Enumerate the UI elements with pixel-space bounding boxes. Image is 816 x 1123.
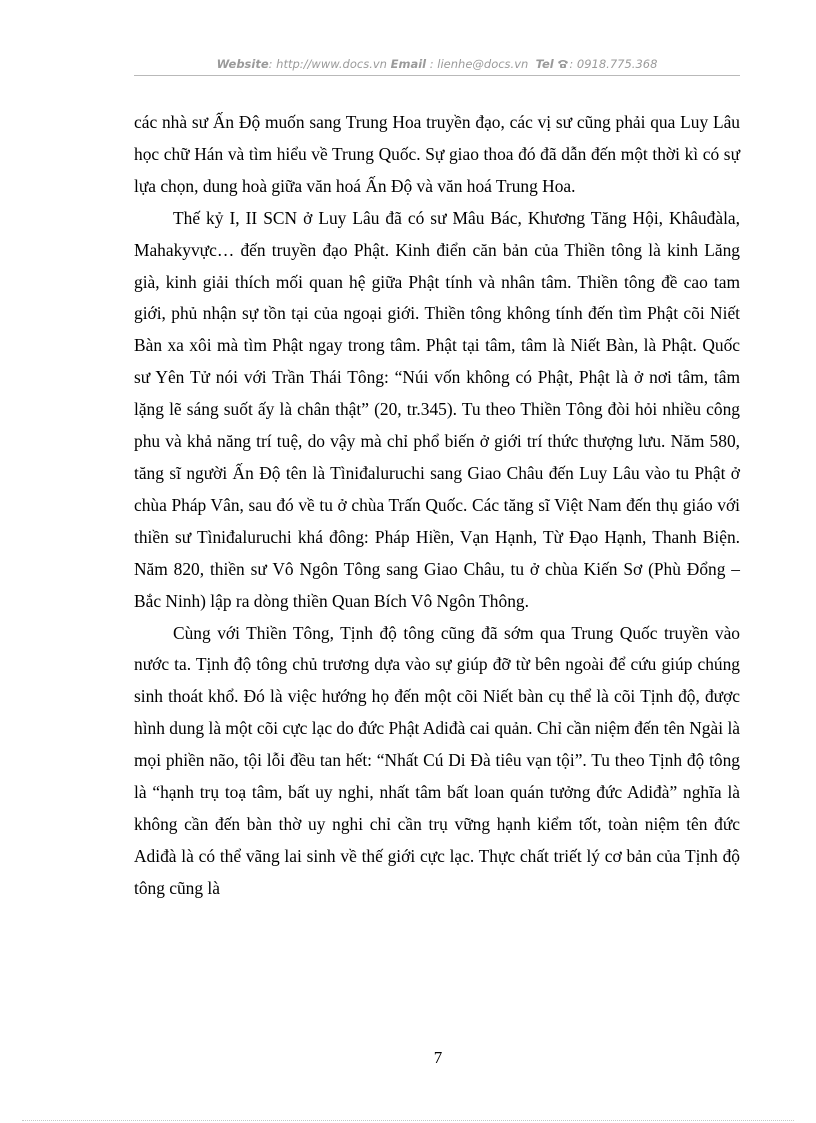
website-value: : http://www.docs.vn xyxy=(268,57,387,71)
email-label: Email xyxy=(390,57,427,71)
paragraph: Cùng với Thiền Tông, Tịnh độ tông cũng đã sớm qua Trung Quốc truyền vào nước ta. Tịnh độ tông chủ trương dựa vào sự giúp đỡ từ bên ngoài để cứu giúp chúng sinh thoát khổ. Đó là việc hướng họ đến một cõi Niết bàn cụ thể là cõi Tịnh độ, được hình dung là một cõi cực lạc do đức Phật Adiđà cai quản. Chỉ cần niệm đến tên Ngài là mọi phiền não, tội lỗi đều tan hết: “Nhất Cú Di Đà tiêu vạn tội”. Tu theo Tịnh độ tông là “hạnh trụ toạ tâm, bất uy nghi, nhất tâm bất loan quán tưởng đức Adiđà” nghĩa là không cần đến bàn thờ uy nghi chỉ cần trụ vững hạnh kiểm tốt, toàn niệm tên đức Adiđà là có thể vãng lai sinh về thế giới cực lạc. Thực chất triết lý cơ bản của Tịnh độ tông cũng là xyxy=(134,622,740,898)
tel-value: : 0918.775.368 xyxy=(569,57,658,71)
email-value: : lienhe@docs.vn xyxy=(429,57,529,71)
page-header xyxy=(134,57,740,71)
document-body xyxy=(134,107,740,905)
phone-icon xyxy=(557,57,569,71)
website-label: Website xyxy=(216,57,269,71)
footer-divider xyxy=(22,1120,794,1121)
page-number: 7 xyxy=(433,1048,443,1067)
tel-label: Tel xyxy=(535,57,554,71)
paragraph: Thế kỷ I, II SCN ở Luy Lâu đã có sư Mâu Bác, Khương Tăng Hội, Khâuđàla, Mahakyvực… đến truyền đạo Phật. Kinh điển căn bản của Thiền tông là kinh Lăng già, kinh giải thích mối quan hệ giữa Phật tính và nhân tâm. Thiền tông đề cao tam giới, phủ nhận sự tồn tại của ngoại giới. Thiền tông không tính đến tìm Phật cõi Niết Bàn xa xôi mà tìm Phật ngay trong tâm. Phật tại tâm, tâm là Niết Bàn, là Phật. Quốc sư Yên Tử nói với Trần Thái Tông: “Núi vốn không có Phật, Phật là ở nơi tâm, tâm lặng lẽ sáng suốt ấy là chân thật” (20, tr.345). Tu theo Thiền Tông đòi hỏi nhiều công phu và khả năng trí tuệ, do vậy mà chỉ phổ biến ở giới trí thức thượng lưu. Năm 580, tăng sĩ người Ấn Độ tên là Tìniđaluruchi sang Giao Châu đến Luy Lâu vào tu Phật ở chùa Pháp Vân, sau đó về tu ở chùa Trấn Quốc. Các tăng sĩ Việt Nam đến thụ giáo với thiền sư Tìniđaluruchi khá đông: Pháp Hiền, Vạn Hạnh, Từ Đạo Hạnh, Thanh Biện. Năm 820, thiền sư Vô Ngôn Tông sang Giao Châu, tu ở chùa Kiến Sơ (Phù Đổng – Bắc Ninh) lập ra dòng thiền Quan Bích Vô Ngôn Thông. xyxy=(134,207,740,611)
header-divider xyxy=(134,75,740,76)
paragraph: các nhà sư Ấn Độ muốn sang Trung Hoa truyền đạo, các vị sư cũng phải qua Luy Lâu học chữ Hán và tìm hiểu về Trung Quốc. Sự giao thoa đó đã dẫn đến một thời kì có sự lựa chọn, dung hoà giữa văn hoá Ấn Độ và văn hoá Trung Hoa. xyxy=(134,112,740,196)
